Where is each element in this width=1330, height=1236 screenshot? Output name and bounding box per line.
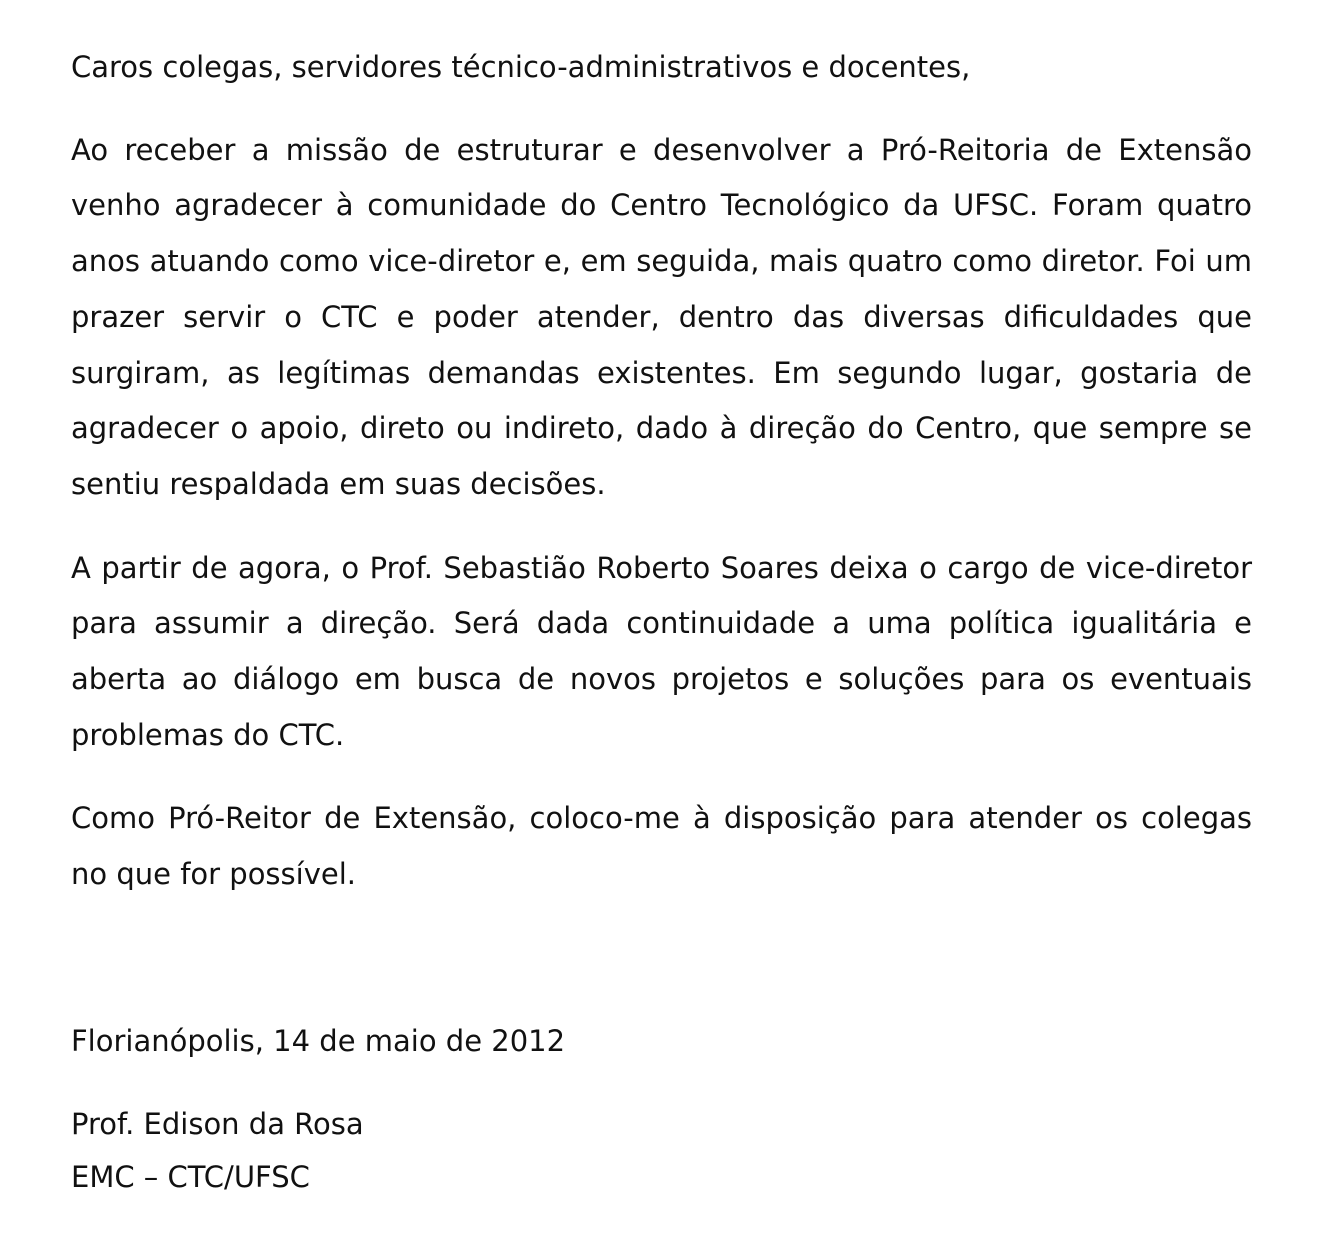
signature-affiliation: EMC – CTC/UFSC	[71, 1159, 310, 1194]
signature-name: Prof. Edison da Rosa	[71, 1106, 364, 1141]
greeting: Caros colegas, servidores técnico-administrativos e docentes,	[71, 50, 971, 84]
paragraph-3: Como Pró-Reitor de Extensão, coloco-me à disposição para atender os colegas no que for possível.	[71, 801, 1252, 892]
signature-block	[71, 1098, 1252, 1204]
paragraph-2: A partir de agora, o Prof. Sebastião Roberto Soares deixa o cargo de vice-diretor para assumir a direção. Será dada continuidade a uma política igualitária e aberta ao diálogo em busca de novos projetos e soluções para os eventuais problemas do CTC.	[71, 550, 1252, 752]
letter-body	[71, 40, 1252, 1204]
place-date: Florianópolis, 14 de maio de 2012	[71, 1023, 566, 1058]
paragraph-1: Ao receber a missão de estruturar e desenvolver a Pró-Reitoria de Extensão venho agradecer à comunidade do Centro Tecnológico da UFSC. Foram quatro anos atuando como vice-diretor e, em seguida, mais quatro como diretor. Foi um prazer servir o CTC e poder atender, dentro das diversas dificuldades que surgiram, as legítimas demandas existentes. Em segundo lugar, gostaria de agradecer o apoio, direto ou indireto, dado à direção do Centro, que sempre se sentiu respaldada em suas decisões.	[71, 132, 1252, 501]
